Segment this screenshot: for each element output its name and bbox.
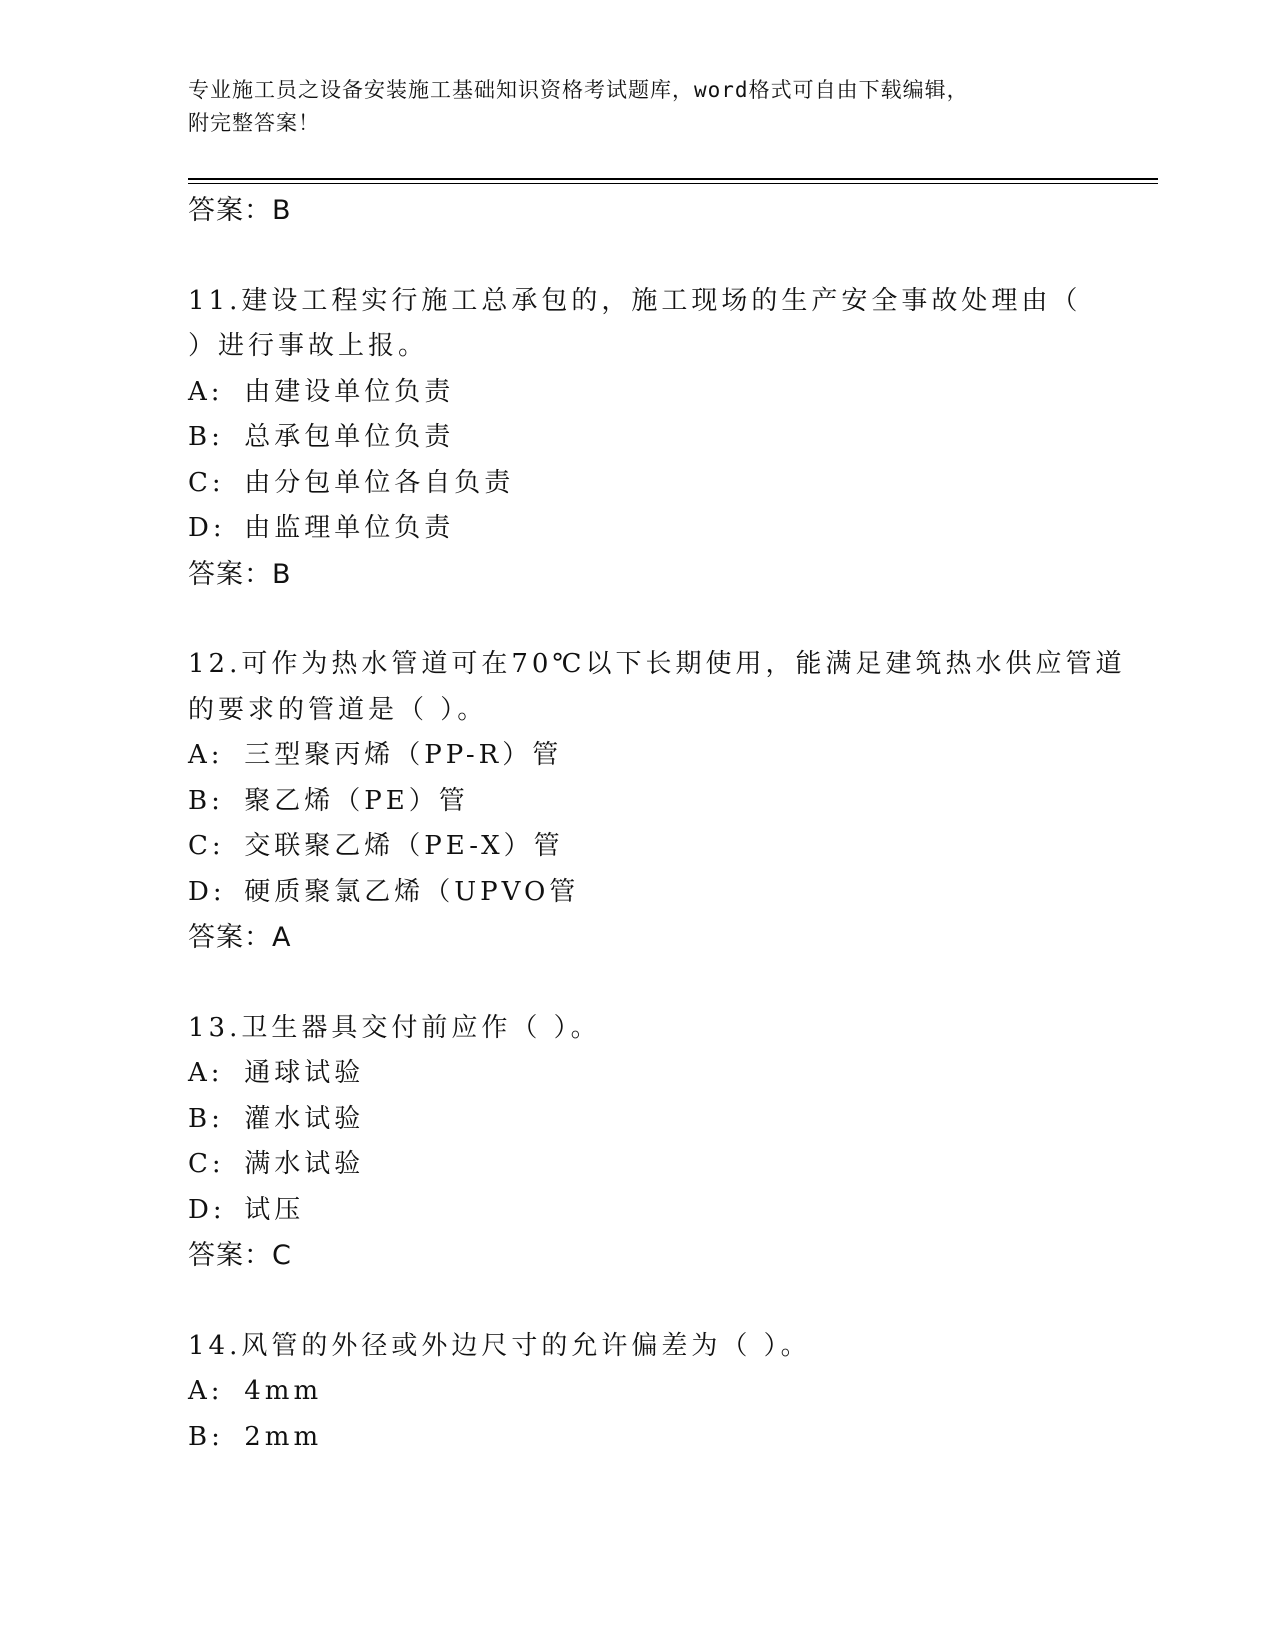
option-b bbox=[188, 1097, 1148, 1143]
answer-line: 答案：C bbox=[188, 1240, 292, 1271]
answer-line: 答案：A bbox=[188, 922, 292, 953]
header-divider-thin bbox=[188, 183, 1158, 184]
option-label: B: bbox=[188, 1103, 224, 1134]
option-text: 由监理单位负责 bbox=[244, 513, 455, 543]
option-text: 硬质聚氯乙烯（UPVO管 bbox=[244, 876, 580, 907]
spacer bbox=[188, 961, 1148, 1006]
option-label: D: bbox=[188, 513, 226, 543]
answer-line: 答案：B bbox=[188, 558, 292, 590]
option-text: 三型聚丙烯（PP-R）管 bbox=[244, 740, 563, 770]
option-label: C: bbox=[188, 831, 225, 861]
question-stem: 12.可作为热水管道可在70℃以下长期使用，能满足建筑热水供应管道 bbox=[188, 649, 1126, 679]
question-11 bbox=[188, 279, 1148, 598]
question-stem: 13.卫生器具交付前应作（ ）。 bbox=[188, 1012, 601, 1043]
option-d bbox=[188, 506, 1148, 552]
option-b bbox=[188, 779, 1148, 825]
option-label: A: bbox=[188, 1058, 224, 1088]
option-d bbox=[188, 870, 1148, 916]
header-divider-thick bbox=[188, 178, 1158, 180]
option-text: 通球试验 bbox=[244, 1058, 365, 1088]
option-c bbox=[188, 824, 1148, 870]
option-text: 由建设单位负责 bbox=[244, 376, 455, 407]
option-text: 聚乙烯（PE）管 bbox=[244, 785, 469, 816]
option-label: A: bbox=[188, 740, 224, 770]
question-stem: 14.风管的外径或外边尺寸的允许偏差为（ ）。 bbox=[188, 1330, 811, 1361]
question-stem: 11.建设工程实行施工总承包的，施工现场的生产安全事故处理由（ bbox=[188, 285, 1082, 316]
option-c bbox=[188, 1142, 1148, 1188]
option-label: B: bbox=[188, 422, 224, 452]
option-a bbox=[188, 733, 1148, 779]
option-b bbox=[188, 1415, 1148, 1461]
option-label: D: bbox=[188, 1194, 226, 1225]
option-a bbox=[188, 370, 1148, 416]
option-a bbox=[188, 1051, 1148, 1097]
option-text: 满水试验 bbox=[244, 1149, 365, 1179]
document-header bbox=[188, 74, 1088, 140]
option-label: A: bbox=[188, 1376, 224, 1406]
answer-line: 答案：B bbox=[188, 195, 292, 226]
question-stem: 的要求的管道是（ ）。 bbox=[188, 694, 488, 725]
option-label: B: bbox=[188, 785, 224, 816]
question-list bbox=[188, 188, 1148, 1460]
option-a bbox=[188, 1369, 1148, 1415]
question-14 bbox=[188, 1324, 1148, 1461]
question-12 bbox=[188, 642, 1148, 961]
option-label: D: bbox=[188, 876, 226, 907]
question-13 bbox=[188, 1006, 1148, 1279]
option-c bbox=[188, 461, 1148, 507]
option-label: C: bbox=[188, 1149, 225, 1179]
option-text: 交联聚乙烯（PE-X）管 bbox=[244, 831, 564, 861]
option-d bbox=[188, 1188, 1148, 1234]
header-line-2: 附完整答案！ bbox=[188, 111, 320, 135]
option-text: 由分包单位各自负责 bbox=[244, 467, 515, 498]
option-label: C: bbox=[188, 467, 225, 498]
option-text: 2mm bbox=[244, 1421, 323, 1452]
question-stem: ）进行事故上报。 bbox=[188, 331, 429, 361]
option-text: 灌水试验 bbox=[244, 1103, 365, 1134]
option-label: A: bbox=[188, 376, 224, 407]
option-text: 4mm bbox=[244, 1376, 323, 1406]
option-text: 总承包单位负责 bbox=[244, 422, 455, 452]
option-text: 试压 bbox=[244, 1194, 305, 1225]
header-line-1: 专业施工员之设备安装施工基础知识资格考试题库，word格式可自由下载编辑， bbox=[188, 78, 969, 102]
spacer bbox=[188, 234, 1148, 279]
spacer bbox=[188, 1279, 1148, 1324]
spacer bbox=[188, 597, 1148, 642]
option-b bbox=[188, 415, 1148, 461]
option-label: B: bbox=[188, 1421, 224, 1452]
